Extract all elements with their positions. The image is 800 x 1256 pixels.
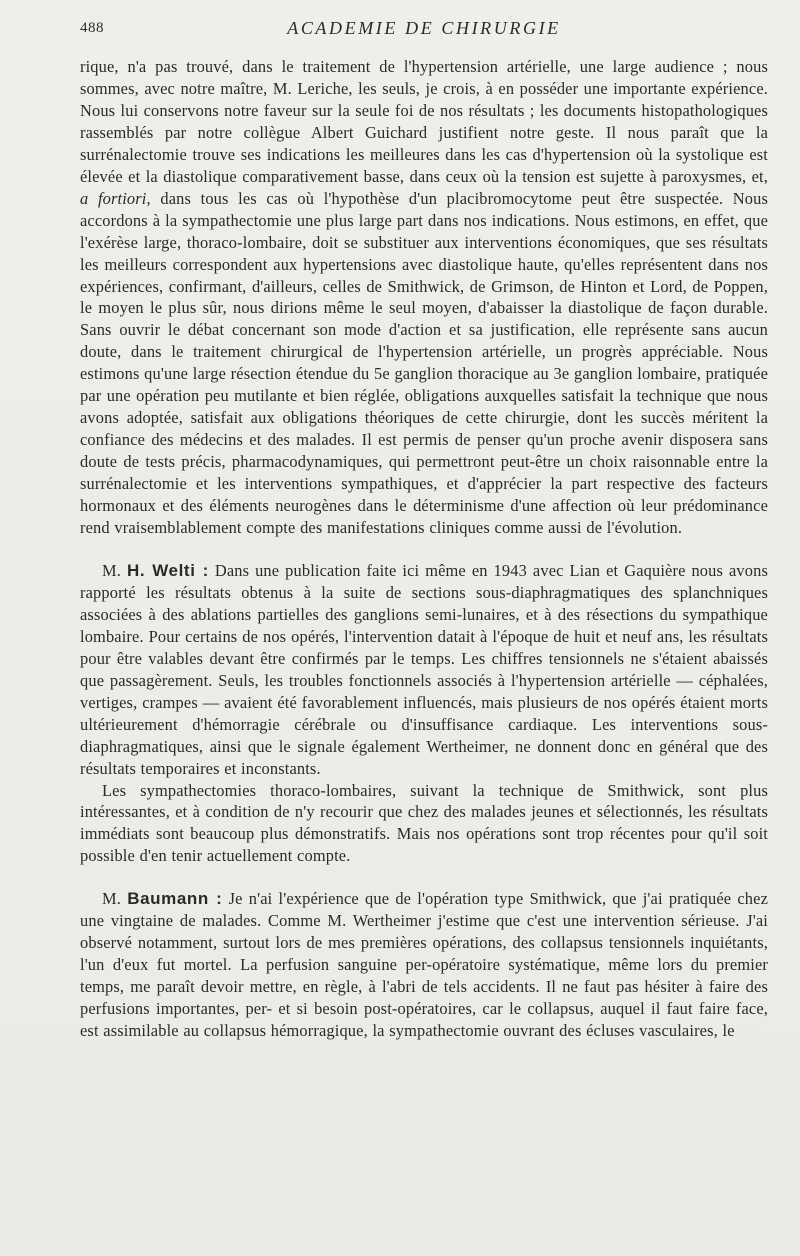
section-gap [80, 867, 768, 888]
welti-intervention [80, 560, 768, 780]
paragraph-text: Je n'ai l'expérience que de l'opération type Smithwick, que j'ai pratiquée chez une vingtaine de malades. Comme M. Wertheimer j'estime que c'est une intervention sérieuse. J'ai observé notamment, surtout lors de mes premières opérations, des collapsus tensionnels inquiétants, l'un d'eux fut mortel. La perfusion sanguine per-opératoire systématique, même lors du premier temps, me paraît devoir mettre, en règle, à l'abri de tels accidents. Il ne faut pas hésiter à faire des perfusions importantes, per- et si besoin post-opératoires, car le collapsus, auquel il faut faire face, est assimilable au collapsus hémorragique, la sympathectomie ouvrant des écluses vasculaires, le [80, 889, 768, 1041]
italic-phrase: a fortiori, [80, 188, 151, 208]
section-gap [80, 539, 768, 560]
body-text [80, 56, 768, 1042]
running-head [80, 18, 768, 42]
speaker-name-baumann: Baumann : [127, 889, 223, 909]
page-number: 488 [80, 20, 104, 36]
journal-title: ACADEMIE DE CHIRURGIE [287, 18, 561, 38]
paragraph-continued [80, 56, 768, 539]
speaker-prefix: M. [102, 560, 121, 580]
welti-paragraph-2 [80, 780, 768, 868]
paragraph-text: rique, n'a pas trouvé, dans le traitement de l'hypertension artérielle, une large audience ; nous sommes, avec notre maître, M. Leriche, les seuls, je crois, à en posséder une importante expérience. Nous lui conservons notre faveur sur la seule foi de nos résultats ; les documents histopathologiques rassemblés par notre collègue Albert Guichard justifient notre geste. Il nous paraît que la surrénalectomie trouve ses indications les meilleures dans les cas d'hypertension où la systolique est élevée et la diastolique comparativement basse, dans ceux où la tension est sujette à paroxysmes, et, [80, 57, 768, 186]
speaker-prefix: M. [102, 889, 121, 909]
speaker-name-welti: H. Welti : [126, 560, 209, 580]
paragraph-text: dans tous les cas où l'hypothèse d'un placibromocytome peut être suspectée. Nous accordons à la sympathectomie une plus large part dans nos indications. Nous estimons, en effet, que l'exérèse large, thoraco-lombaire, doit se substituer aux interventions économiques, que ses résultats les meilleurs correspondent aux hypertensions avec diastolique haute, qu'elles représentent dans nos expériences, confirmant, d'ailleurs, celles de Smithwick, de Grimson, de Hinton et Lord, de Poppen, le moyen le plus sûr, nous dirions même le seul moyen, d'abaisser la diastolique de façon durable. Sans ouvrir le débat concernant son mode d'action et sa justification, elle représente sans aucun doute, dans le traitement chirurgical de l'hypertension artérielle, un progrès appréciable. Nous estimons qu'une large résection étendue du 5e ganglion thoracique au 3e ganglion lombaire, pratiquée par une opération peu mutilante et bien réglée, obligations auxquelles satisfait la technique que nous avons adoptée, satisfait aux obligations théoriques de cette chirurgie, dont les succès méritent la confiance des médecins et des malades. Il est permis de penser qu'un proche avenir disposera sans doute de tests précis, pharmacodynamiques, qui permettront peut-être un choix raisonnable entre la surrénalectomie et les interventions sympathiques, et d'apprécier la part respective des facteurs hormonaux et des éléments neurogènes dans le déterminisme d'une affection où leur prédominance rend vraisemblablement compte des manifestations cliniques comme aussi de l'évolution. [80, 188, 768, 538]
paragraph-text: Les sympathectomies thoraco-lombaires, suivant la technique de Smithwick, sont plus intéressantes, et à condition de n'y recourir que chez des malades jeunes et sélectionnés, les résultats immédiats sont beaucoup plus démonstratifs. Mais nos opérations sont trop récentes pour qu'il soit possible d'en tenir actuellement compte. [80, 780, 768, 866]
paragraph-text: Dans une publication faite ici même en 1943 avec Lian et Gaquière nous avons rapporté les résultats obtenus à la suite de sections sous-diaphragmatiques des splanchniques associées à des ablations partielles des ganglions semi-lunaires, et à des résections du sympathique lombaire. Pour certains de nos opérés, l'intervention datait à l'époque de huit et neuf ans, les résultats pour être valables devant être confirmés par le temps. Les chiffres tensionnels ne s'étaient abaissés que passagèrement. Seuls, les troubles fonctionnels associés à l'hypertension artérielle — céphalées, vertiges, crampes — avaient été favorablement influencés, mais plusieurs de nos opérés étaient morts ultérieurement d'hémorragie cérébrale ou d'insuffisance cardiaque. Les interventions sous-diaphragmatiques, ainsi que le signale également Wertheimer, ne donnent donc en général que des résultats temporaires et inconstants. [80, 560, 768, 778]
baumann-intervention [80, 888, 768, 1042]
